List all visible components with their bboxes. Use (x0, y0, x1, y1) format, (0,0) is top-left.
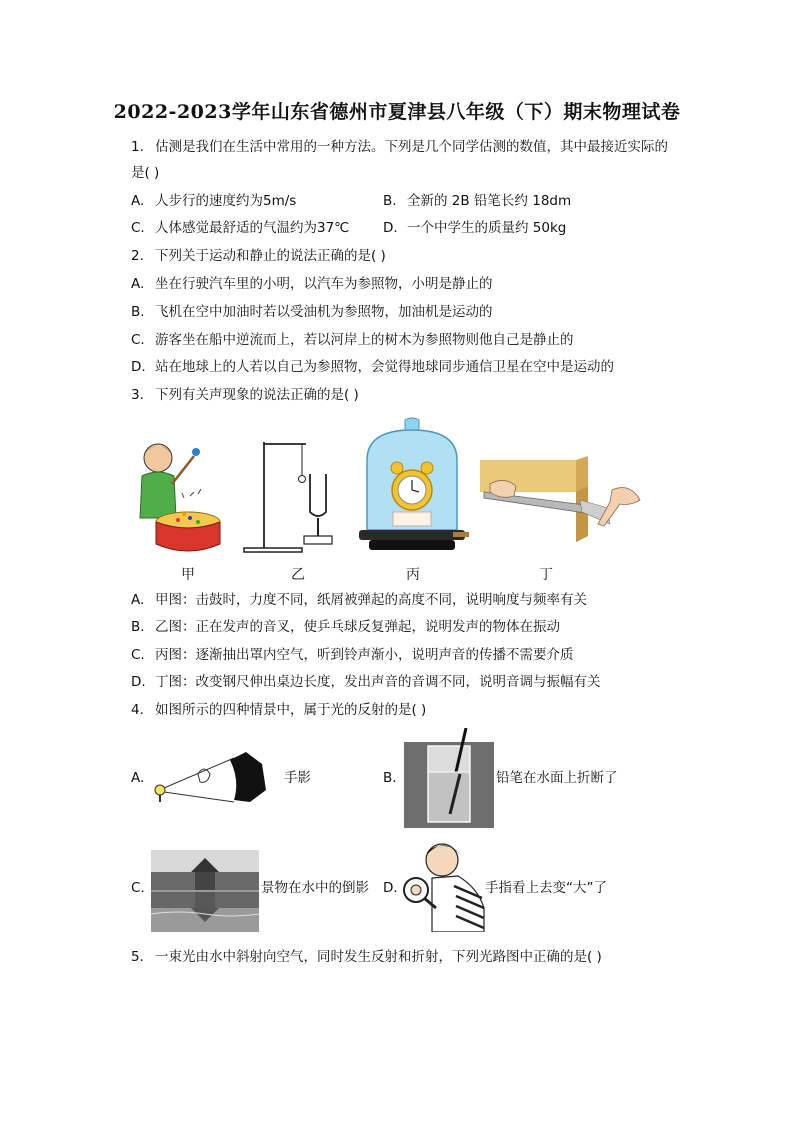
figure-caption-yi: 乙 (291, 567, 305, 583)
magnifier-figure (402, 838, 486, 932)
option-text: 飞机在空中加油时若以受油机为参照物，加油机是运动的 (155, 304, 493, 320)
question-text: 如图所示的四种情景中，属于光的反射的是( ) (155, 702, 427, 718)
tuning-fork-icon (240, 436, 340, 556)
q3-option-c (131, 645, 574, 665)
pencil-in-water-figure (404, 728, 494, 828)
option-text: 甲图：击鼓时，力度不同，纸屑被弹起的高度不同，说明响度与频率有关 (155, 592, 587, 608)
question-text: 下列有关声现象的说法正确的是( ) (155, 387, 359, 403)
q1-option-c (131, 218, 349, 238)
option-label: B. (131, 304, 145, 320)
bell-jar-icon (353, 416, 471, 560)
drum-boy-icon (128, 436, 223, 558)
question-text: 估测是我们在生活中常用的一种方法。下列是几个同学估测的数值，其中最接近实际的 (155, 139, 668, 155)
bell-jar-figure (353, 416, 471, 560)
question-number: 5. (131, 949, 144, 965)
tuning-fork-figure (240, 436, 340, 556)
q3-option-d (131, 672, 601, 692)
question-3-stem (131, 385, 359, 405)
question-number: 3. (131, 387, 144, 403)
figure-caption-jia: 甲 (181, 567, 195, 583)
q1-option-a (131, 191, 296, 211)
option-label: A. (131, 193, 145, 209)
option-label: D. (131, 359, 146, 375)
option-text: 人体感觉最舒适的气温约为37℃ (155, 220, 350, 236)
option-label: B. (383, 193, 397, 209)
option-label: A. (131, 592, 145, 608)
figure-caption-bing: 丙 (406, 567, 420, 583)
option-label: D. (383, 220, 398, 236)
ruler-figure (480, 456, 644, 548)
option-text: 游客坐在船中逆流而上，若以河岸上的树木为参照物则他自己是静止的 (155, 332, 574, 348)
ruler-on-table-icon (480, 456, 644, 548)
option-label: A. (131, 276, 145, 292)
option-text: 丁图：改变钢尺伸出桌边长度，发出声音的音调不同，说明音调与振幅有关 (155, 674, 601, 690)
reflection-figure (151, 850, 259, 932)
q4-option-c-label: C. (131, 880, 145, 896)
option-label: C. (131, 332, 145, 348)
reflection-pavilion-icon (151, 850, 259, 932)
figure-caption-ding: 丁 (539, 567, 553, 583)
option-text: 全新的 2B 铅笔长约 18dm (407, 193, 572, 209)
option-text: 人步行的速度约为5m/s (155, 193, 297, 209)
q3-option-b (131, 617, 560, 637)
drum-figure (128, 436, 223, 558)
question-1-stem (131, 137, 668, 157)
question-1-stem-cont: 是( ) (131, 165, 160, 181)
magnifier-boy-icon (402, 838, 486, 932)
q3-option-a (131, 590, 587, 610)
question-2-stem (131, 246, 386, 266)
q4-option-d-text: 手指看上去变“大”了 (485, 880, 607, 896)
page-title: 2022-2023学年山东省德州市夏津县八年级（下）期末物理试卷 (113, 101, 681, 123)
q4-option-a-text: 手影 (284, 770, 311, 786)
option-label: C. (131, 220, 145, 236)
q4-option-b-text: 铅笔在水面上折断了 (496, 770, 618, 786)
pencil-in-water-icon (404, 728, 494, 828)
q2-option-a (131, 274, 493, 294)
question-text: 下列关于运动和静止的说法正确的是( ) (155, 248, 386, 264)
question-4-stem (131, 700, 426, 720)
hand-shadow-figure (150, 750, 268, 806)
question-number: 4. (131, 702, 144, 718)
q4-option-c-text: 景物在水中的倒影 (261, 880, 369, 896)
question-5-stem (131, 947, 602, 967)
option-label: C. (131, 647, 145, 663)
option-text: 一个中学生的质量约 50kg (407, 220, 567, 236)
option-text: 站在地球上的人若以自己为参照物，会觉得地球同步通信卫星在空中是运动的 (155, 359, 614, 375)
question-number: 2. (131, 248, 144, 264)
q2-option-b (131, 302, 493, 322)
option-text: 坐在行驶汽车里的小明，以汽车为参照物，小明是静止的 (155, 276, 493, 292)
q2-option-c (131, 330, 574, 350)
q2-option-d (131, 357, 614, 377)
question-text: 一束光由水中斜射向空气，同时发生反射和折射，下列光路图中正确的是( ) (155, 949, 602, 965)
q4-option-a-label: A. (131, 770, 145, 786)
hand-shadow-icon (150, 750, 268, 806)
q1-option-d (383, 218, 566, 238)
q1-option-b (383, 191, 571, 211)
option-label: D. (131, 674, 146, 690)
question-number: 1. (131, 139, 144, 155)
option-text: 乙图：正在发声的音叉，使乒乓球反复弹起，说明发声的物体在振动 (155, 619, 560, 635)
option-text: 丙图：逐渐抽出罩内空气，听到铃声渐小，说明声音的传播不需要介质 (155, 647, 574, 663)
option-label: B. (131, 619, 145, 635)
q4-option-b-label: B. (383, 770, 397, 786)
q4-option-d-label: D. (383, 880, 398, 896)
